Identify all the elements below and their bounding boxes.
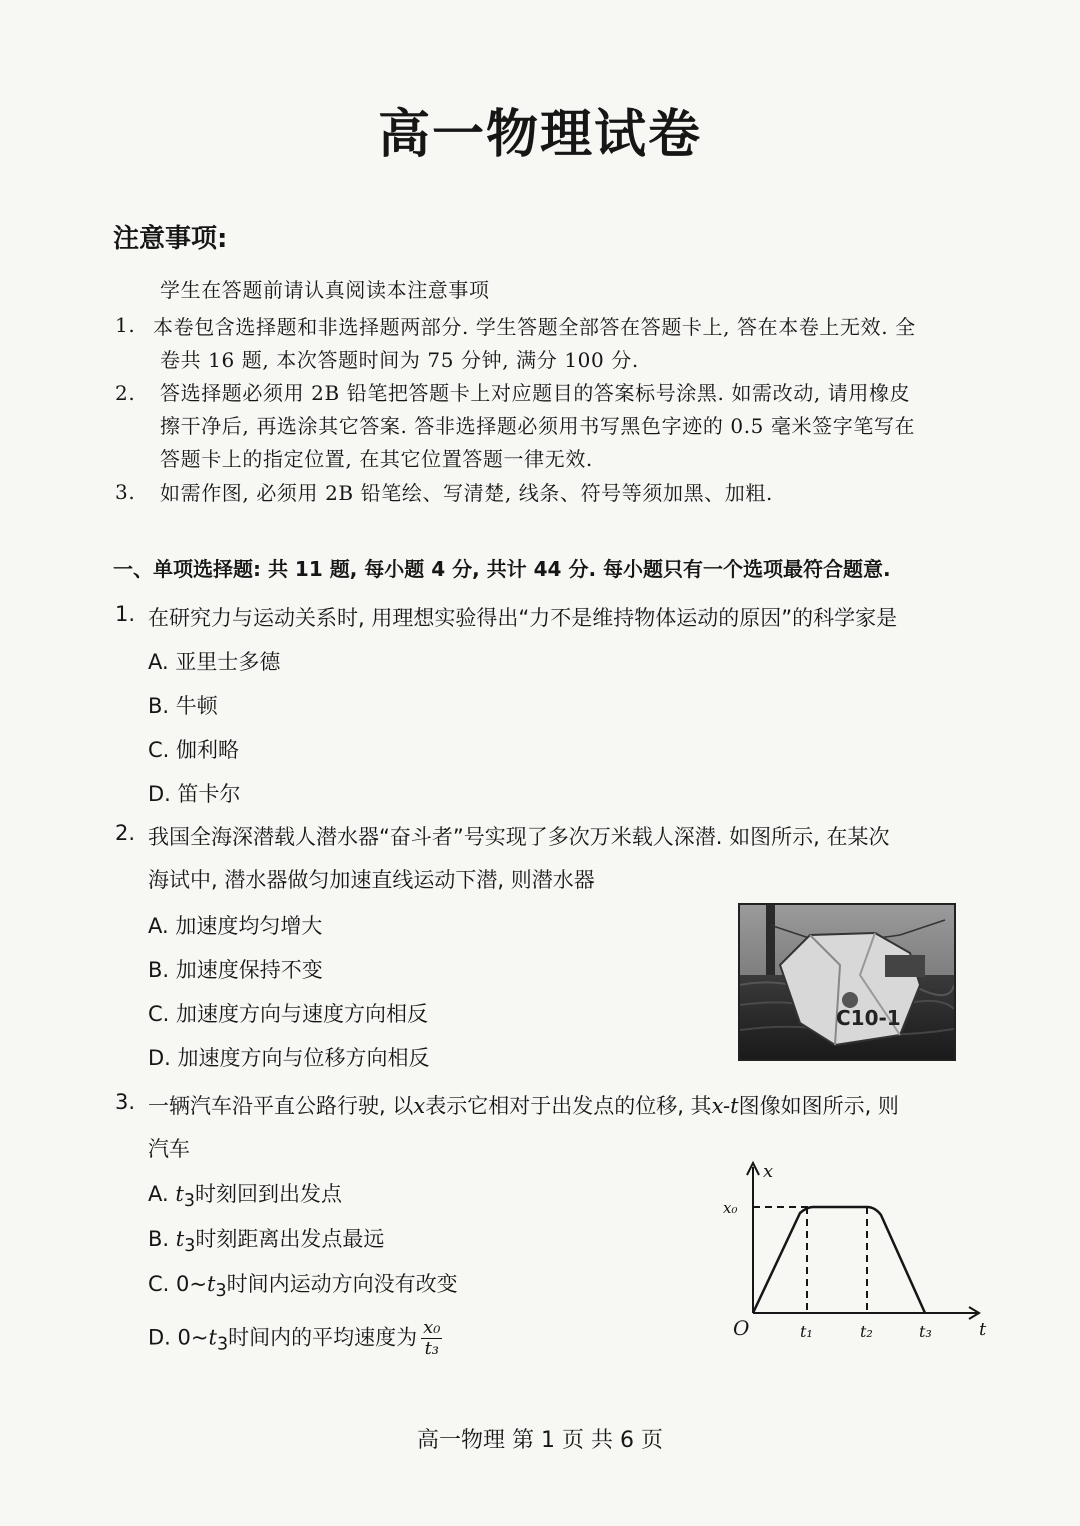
q3-option-b	[148, 1223, 384, 1256]
question-number: 1.	[115, 602, 136, 626]
option-label: B.	[148, 1227, 170, 1251]
x-t-curve	[753, 1207, 925, 1313]
x-t-graph	[715, 1155, 995, 1345]
t1-tick-label: t₁	[800, 1322, 813, 1341]
q1-option-d: D. 笛卡尔	[148, 782, 241, 806]
notice-item-line: 答选择题必须用 2B 铅笔把答题卡上对应题目的答案标号涂黑. 如需改动, 请用橡皮	[160, 381, 911, 405]
question-number: 2.	[115, 821, 136, 845]
q2-option-d: D. 加速度方向与位移方向相反	[148, 1046, 430, 1070]
option-variable: t	[208, 1325, 217, 1350]
notice-item-line: 答题卡上的指定位置, 在其它位置答题一律无效.	[160, 447, 593, 471]
q1-option-b: B. 牛顿	[148, 694, 218, 718]
average-velocity-fraction	[421, 1318, 442, 1359]
t3-tick-label: t₃	[919, 1322, 932, 1341]
question-number: 3.	[115, 1090, 136, 1114]
stem-text: 一辆汽车沿平直公路行驶, 以	[148, 1094, 414, 1118]
question-stem	[148, 1090, 899, 1120]
x0-tick-label: x₀	[723, 1199, 738, 1217]
option-variable: t	[207, 1272, 216, 1296]
stem-text: 图像如图所示, 则	[738, 1094, 899, 1118]
origin-label: O	[733, 1316, 750, 1340]
q3-option-c	[148, 1268, 458, 1301]
page-footer: 高一物理 第 1 页 共 6 页	[417, 1428, 663, 1453]
page-title: 高一物理试卷	[377, 105, 702, 165]
notice-item-line: 卷共 16 题, 本次答题时间为 75 分钟, 满分 100 分.	[160, 348, 639, 372]
question-stem: 我国全海深潜载人潜水器“奋斗者”号实现了多次万米载人深潜. 如图所示, 在某次	[148, 825, 890, 849]
q2-option-c: C. 加速度方向与速度方向相反	[148, 1002, 429, 1026]
notice-item-line: 如需作图, 必须用 2B 铅笔绘、写清楚, 线条、符号等须加黑、加粗.	[160, 481, 773, 505]
notice-item-number: 1.	[115, 313, 136, 337]
notice-item-line: 擦干净后, 再选涂其它答案. 答非选择题必须用书写黑色字迹的 0.5 毫米签字笔写在	[160, 414, 916, 438]
notice-intro: 学生在答题前请认真阅读本注意事项	[160, 278, 490, 302]
option-text: 时间内的平均速度为	[228, 1325, 418, 1350]
option-label: C.	[148, 1272, 170, 1296]
q3-option-d	[148, 1318, 442, 1359]
option-label: D.	[148, 1325, 171, 1350]
option-prefix: 0~	[176, 1272, 207, 1296]
notice-item-number: 3.	[115, 480, 136, 504]
option-text: 时刻回到出发点	[194, 1182, 342, 1206]
option-subscript: 3	[215, 1281, 227, 1302]
t-axis-label: t	[979, 1319, 987, 1340]
stem-graph-name: x-t	[711, 1094, 739, 1118]
notice-item-line: 本卷包含选择题和非选择题两部分. 学生答题全部答在答题卡上, 答在本卷上无效. 全	[153, 315, 916, 339]
option-variable: t	[175, 1227, 185, 1251]
section-heading: 一、单项选择题: 共 11 题, 每小题 4 分, 共计 44 分. 每小题只有一个选项最符合题意.	[113, 557, 891, 581]
stem-variable-x: x	[413, 1094, 426, 1118]
question-stem: 汽车	[148, 1137, 190, 1161]
option-subscript: 3	[183, 1191, 195, 1212]
option-text: 时间内运动方向没有改变	[226, 1272, 458, 1296]
q1-option-c: C. 伽利略	[148, 738, 240, 762]
x-axis-label: x	[763, 1161, 774, 1182]
q1-option-a: A. 亚里士多德	[148, 650, 281, 674]
option-prefix: 0~	[177, 1325, 209, 1350]
q3-option-a	[148, 1178, 342, 1211]
notice-heading: 注意事项:	[113, 224, 228, 254]
question-stem: 在研究力与运动关系时, 用理想实验得出“力不是维持物体运动的原因”的科学家是	[148, 606, 898, 630]
stem-text: 表示它相对于出发点的位移, 其	[425, 1094, 712, 1118]
option-subscript: 3	[216, 1334, 229, 1355]
submersible-photo	[738, 903, 956, 1061]
submersible-hull-number: C10-1	[836, 1006, 901, 1030]
option-text: 时刻距离出发点最远	[195, 1227, 385, 1251]
question-stem: 海试中, 潜水器做匀加速直线运动下潜, 则潜水器	[148, 868, 595, 892]
fraction-numerator: x₀	[423, 1317, 441, 1338]
notice-item-number: 2.	[115, 381, 136, 405]
fraction-denominator: t₃	[424, 1338, 440, 1359]
option-label: A.	[148, 1182, 169, 1206]
option-subscript: 3	[184, 1236, 196, 1257]
option-variable: t	[175, 1182, 184, 1206]
t2-tick-label: t₂	[860, 1322, 873, 1341]
q2-option-b: B. 加速度保持不变	[148, 958, 323, 982]
q2-option-a: A. 加速度均匀增大	[148, 914, 323, 938]
